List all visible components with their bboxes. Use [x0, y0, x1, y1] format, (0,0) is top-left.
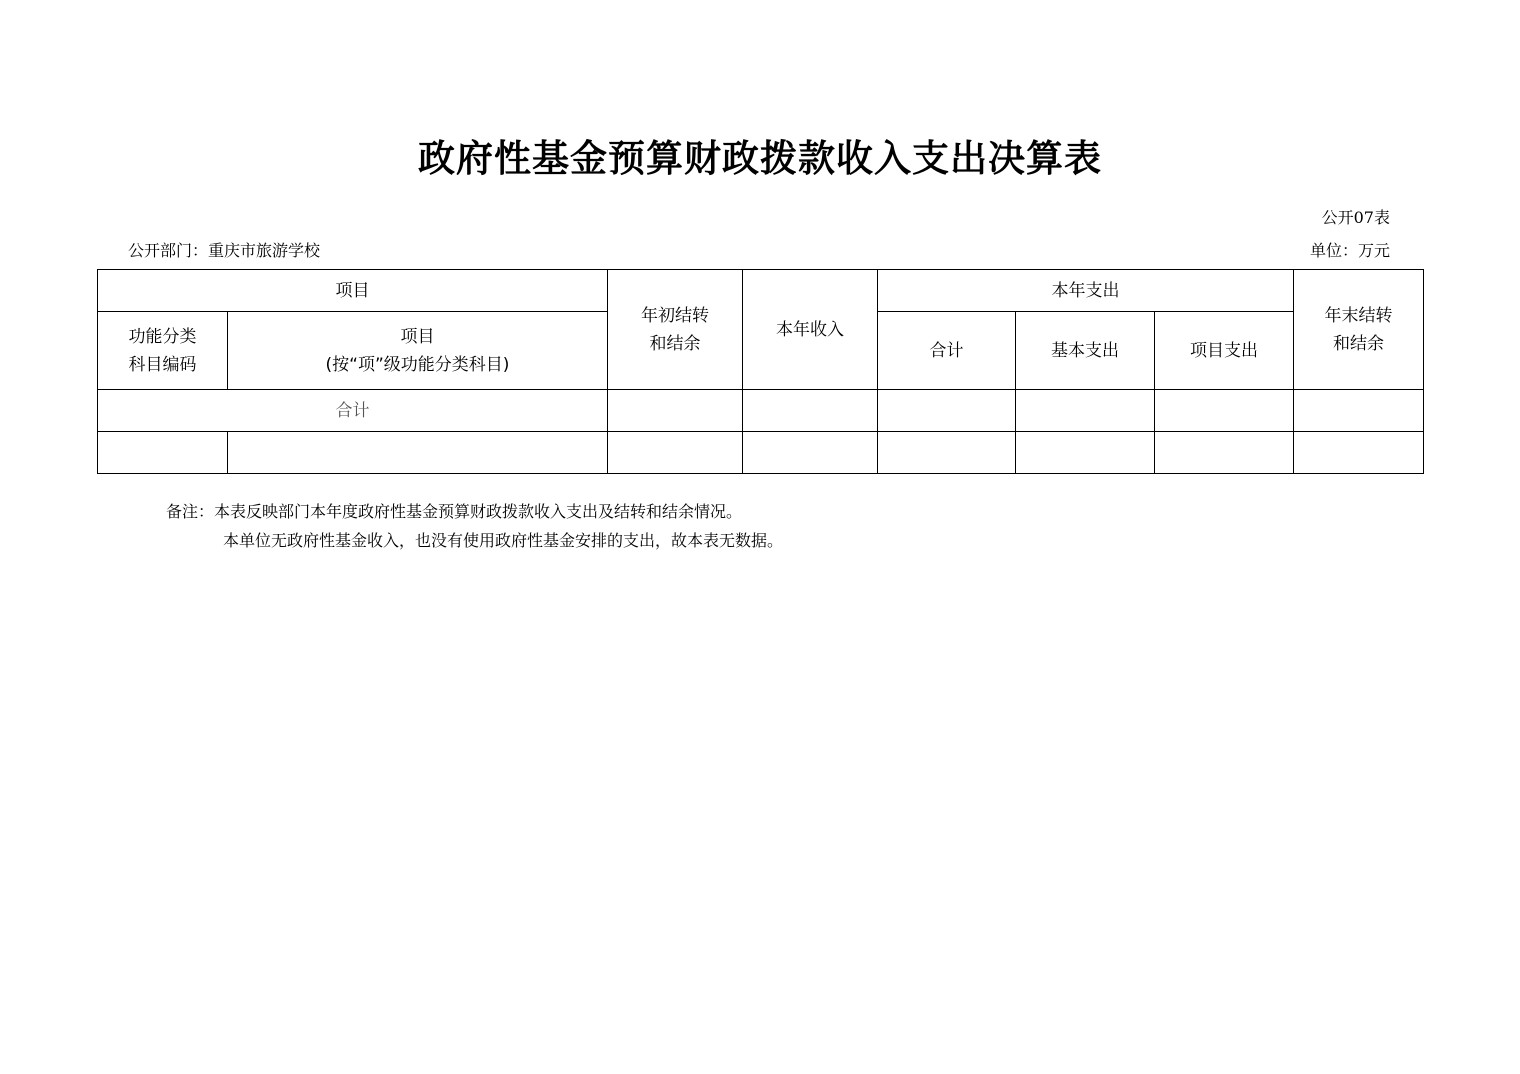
form-number: 公开07表 — [1321, 208, 1390, 227]
header-begin-balance — [608, 270, 743, 390]
header-project: 项目 — [98, 270, 608, 312]
total-expense-cell — [878, 390, 1016, 432]
header-expense-total: 合计 — [878, 312, 1016, 390]
row-end-cell — [1294, 432, 1424, 474]
unit-label: 单位：万元 — [1309, 241, 1390, 260]
page-title: 政府性基金预算财政拨款收入支出决算表 — [418, 137, 1102, 180]
header-item-line2: (按“项”级功能分类科目) — [325, 354, 510, 375]
header-item — [228, 312, 608, 390]
header-row-1 — [98, 270, 1424, 312]
header-code — [98, 312, 228, 390]
header-end-line2: 和结余 — [1333, 333, 1384, 354]
row-income-cell — [743, 432, 878, 474]
header-income: 本年收入 — [743, 270, 878, 390]
row-expense-cell — [878, 432, 1016, 474]
total-row — [98, 390, 1424, 432]
total-basic-cell — [1016, 390, 1155, 432]
budget-table — [97, 269, 1424, 474]
header-expense-project: 项目支出 — [1155, 312, 1294, 390]
header-begin-line2: 和结余 — [649, 333, 701, 354]
total-begin-cell — [608, 390, 743, 432]
header-begin-line1: 年初结转 — [641, 305, 709, 326]
header-code-line2: 科目编码 — [128, 354, 197, 375]
header-end-line1: 年末结转 — [1324, 305, 1393, 326]
row-project-cell — [1155, 432, 1294, 474]
notes — [166, 497, 783, 555]
header-item-line1: 项目 — [400, 326, 435, 347]
total-label: 合计 — [98, 390, 608, 432]
row-begin-cell — [608, 432, 743, 474]
row-basic-cell — [1016, 432, 1155, 474]
header-expense: 本年支出 — [878, 270, 1294, 312]
note-line-1: 备注：本表反映部门本年度政府性基金预算财政拨款收入支出及结转和结余情况。 — [166, 502, 743, 521]
header-expense-basic: 基本支出 — [1016, 312, 1155, 390]
total-income-cell — [743, 390, 878, 432]
row-code-cell — [98, 432, 228, 474]
total-project-cell — [1155, 390, 1294, 432]
row-item-cell — [228, 432, 608, 474]
total-end-cell — [1294, 390, 1424, 432]
header-code-line1: 功能分类 — [128, 326, 197, 347]
department-label: 公开部门：重庆市旅游学校 — [128, 241, 321, 260]
header-end-balance — [1294, 270, 1424, 390]
note-line-2: 本单位无政府性基金收入，也没有使用政府性基金安排的支出，故本表无数据。 — [223, 531, 784, 550]
table-row — [98, 432, 1424, 474]
